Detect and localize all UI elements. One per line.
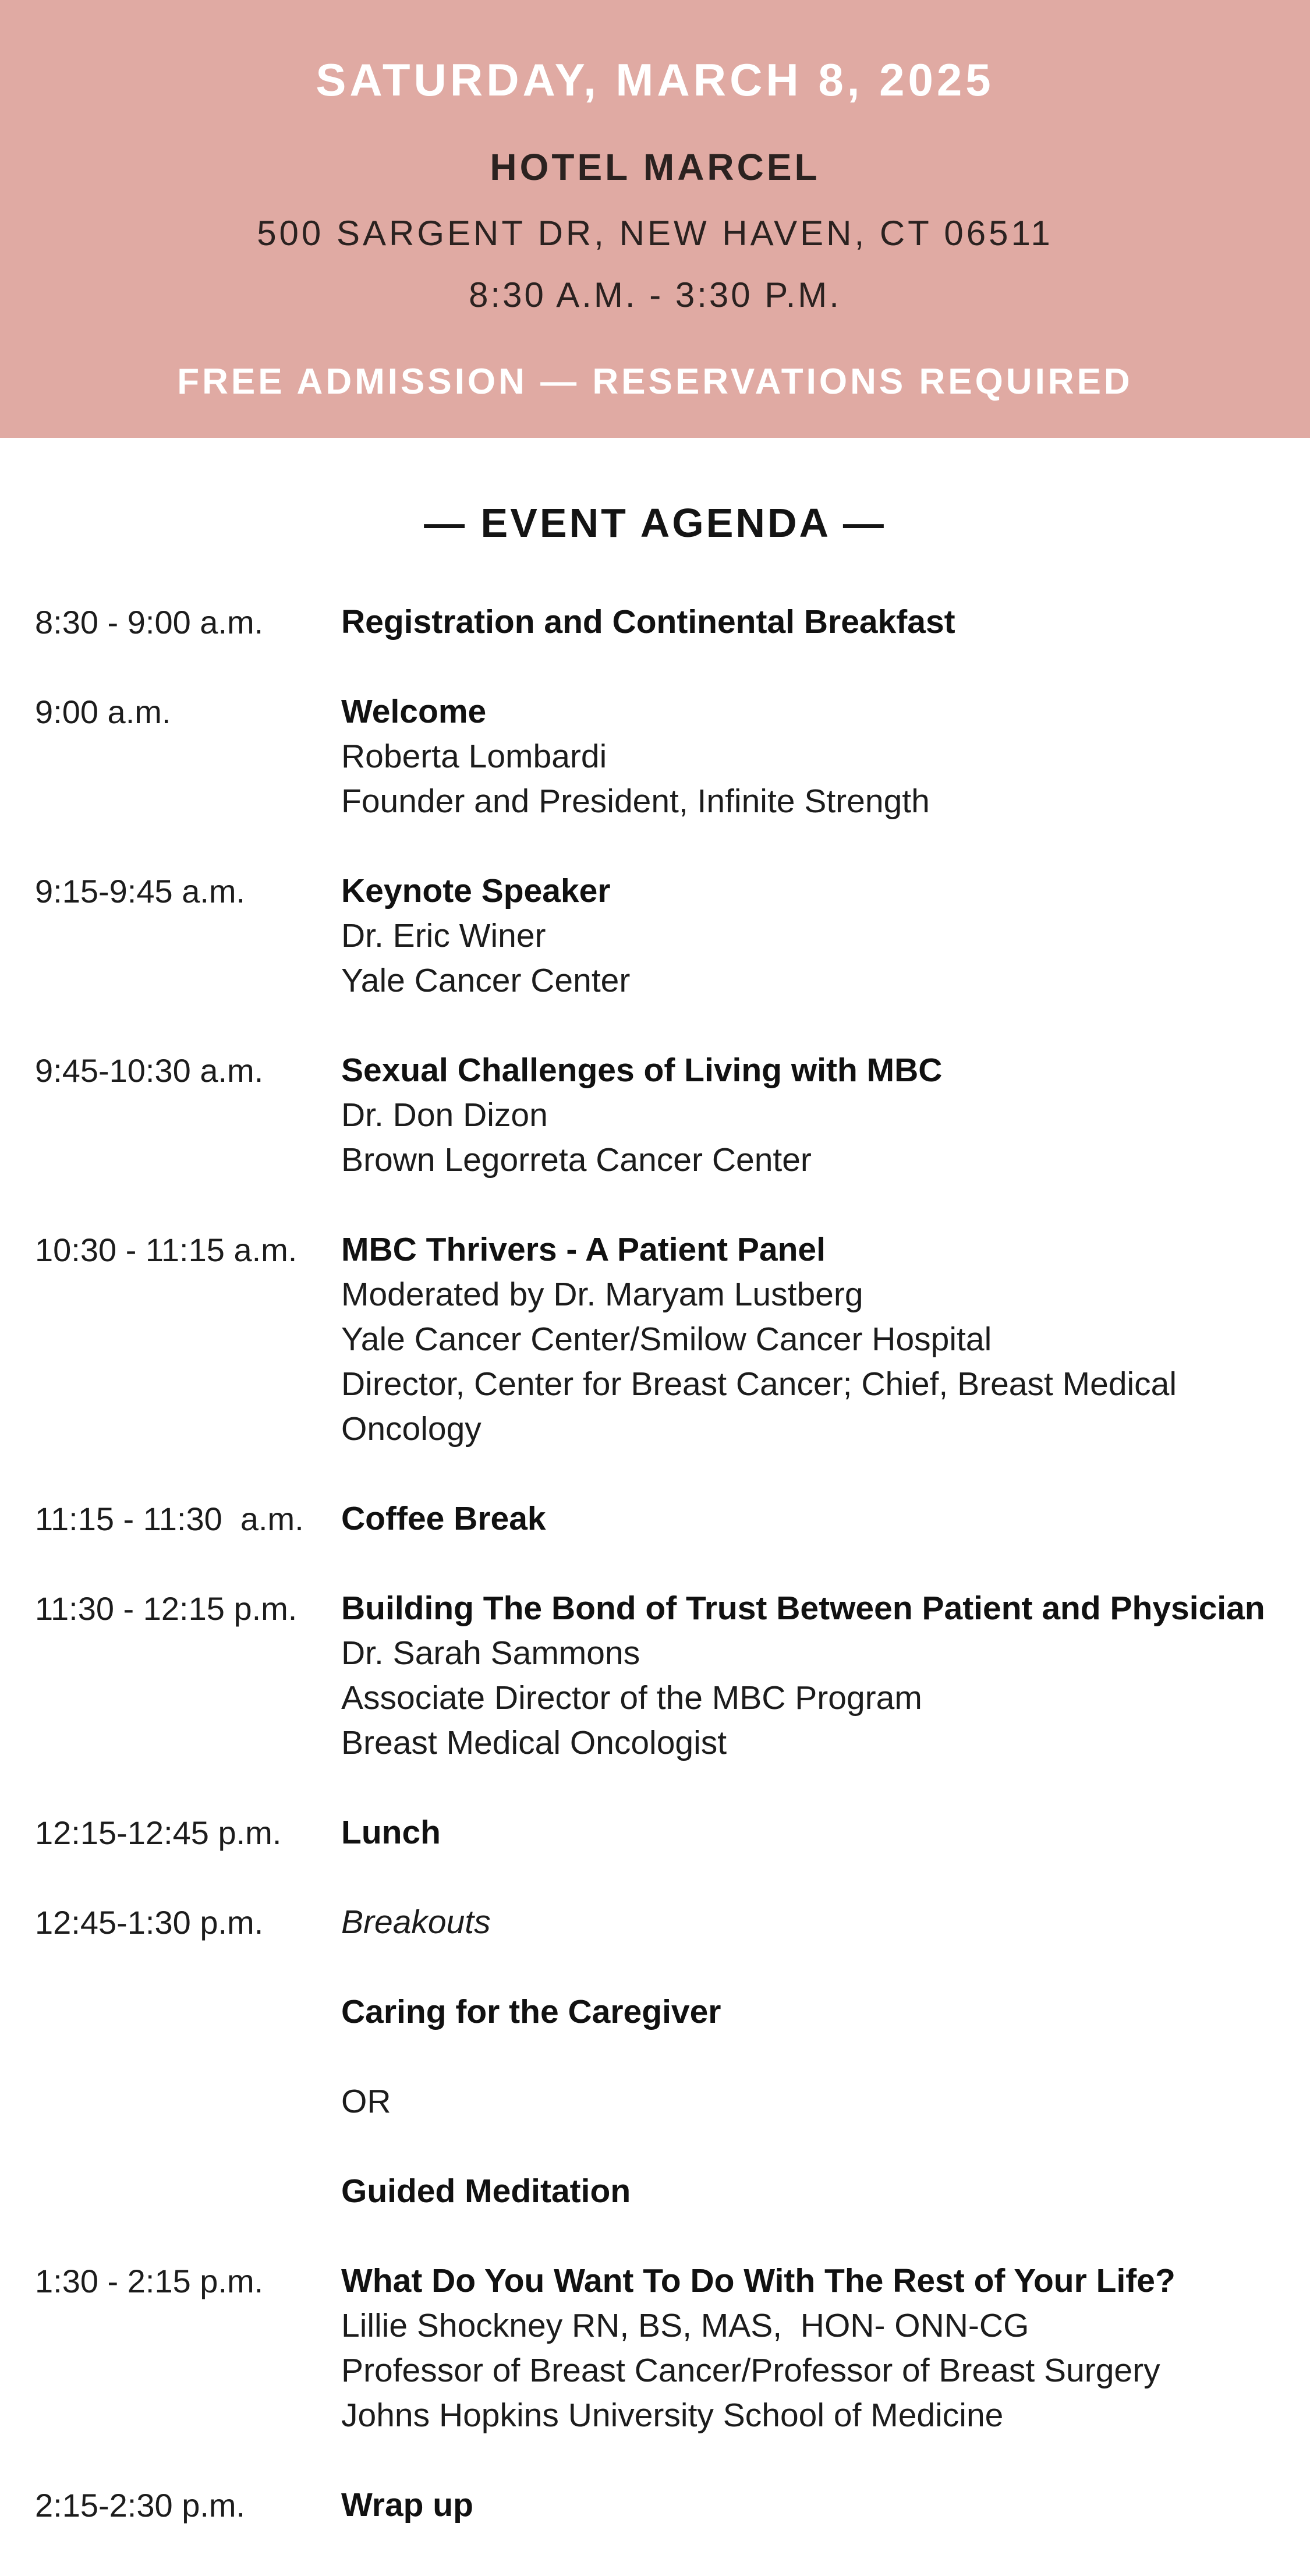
session-title: MBC Thrivers - A Patient Panel — [341, 1231, 826, 1268]
speaker-affiliation: Johns Hopkins University School of Medicine — [341, 2397, 1004, 2434]
session-title: Wrap up — [341, 2486, 473, 2524]
agenda-item — [0, 1810, 1310, 1855]
speaker-name: Dr. Eric Winer — [341, 917, 546, 954]
event-date: SATURDAY, MARCH 8, 2025 — [316, 54, 994, 105]
agenda-item — [0, 2259, 1310, 2438]
session-title: Lunch — [341, 1814, 441, 1851]
event-address: 500 SARGENT DR, NEW HAVEN, CT 06511 — [257, 214, 1053, 253]
agenda-item — [0, 869, 1310, 1003]
session-title: Welcome — [341, 693, 487, 730]
agenda-item — [0, 600, 1310, 645]
agenda-time: 1:30 - 2:15 p.m. — [35, 2263, 264, 2299]
speaker-role-continued: Oncology — [341, 1410, 481, 1448]
agenda-item — [0, 1900, 1310, 2214]
agenda-item — [0, 1048, 1310, 1183]
agenda-list — [0, 600, 1310, 2573]
agenda-time: 9:45-10:30 a.m. — [35, 1052, 264, 1089]
speaker-affiliation: Yale Cancer Center/Smilow Cancer Hospital — [341, 1321, 992, 1358]
speaker-name: Lillie Shockney RN, BS, MAS, HON- ONN-CG — [341, 2307, 1029, 2344]
agenda-item — [0, 689, 1310, 824]
speaker-name: Roberta Lombardi — [341, 738, 607, 775]
speaker-name: Dr. Sarah Sammons — [341, 1634, 640, 1672]
agenda-heading: — EVENT AGENDA — — [424, 500, 886, 546]
agenda-time: 12:15-12:45 p.m. — [35, 1814, 282, 1851]
breakouts-label: Breakouts — [341, 1903, 491, 1941]
speaker-affiliation: Brown Legorreta Cancer Center — [341, 1141, 812, 1179]
agenda-time: 12:45-1:30 p.m. — [35, 1904, 264, 1941]
speaker-role-secondary: Breast Medical Oncologist — [341, 1724, 727, 1761]
event-hours: 8:30 A.M. - 3:30 P.M. — [469, 275, 841, 314]
agenda-item — [0, 1227, 1310, 1452]
agenda-time: 9:00 a.m. — [35, 693, 171, 730]
session-title: Building The Bond of Trust Between Patient and Physician — [341, 1590, 1265, 1627]
event-venue: HOTEL MARCEL — [490, 146, 820, 188]
speaker-role: Associate Director of the MBC Program — [341, 1679, 922, 1717]
breakout-option-caregiver: Caring for the Caregiver — [341, 1993, 721, 2030]
agenda-item — [0, 1496, 1310, 1541]
agenda-time: 2:15-2:30 p.m. — [35, 2487, 246, 2524]
breakout-option-meditation: Guided Meditation — [341, 2172, 631, 2210]
agenda-time: 11:15 - 11:30 a.m. — [35, 1501, 304, 1537]
agenda-time: 11:30 - 12:15 p.m. — [35, 1590, 298, 1627]
session-title: Registration and Continental Breakfast — [341, 603, 955, 641]
session-title: Coffee Break — [341, 1500, 546, 1537]
event-banner — [0, 0, 1310, 438]
admission-notice: FREE ADMISSION — RESERVATIONS REQUIRED — [177, 362, 1133, 402]
session-title: Sexual Challenges of Living with MBC — [341, 1052, 943, 1089]
speaker-role: Director, Center for Breast Cancer; Chief, Breast Medical — [341, 1365, 1177, 1403]
agenda-time: 10:30 - 11:15 a.m. — [35, 1232, 298, 1268]
session-title: What Do You Want To Do With The Rest of Your Life? — [341, 2262, 1176, 2299]
speaker-affiliation: Founder and President, Infinite Strength — [341, 783, 930, 820]
agenda-time: 9:15-9:45 a.m. — [35, 873, 246, 910]
speaker-role: Professor of Breast Cancer/Professor of Breast Surgery — [341, 2352, 1160, 2389]
speaker-affiliation: Yale Cancer Center — [341, 962, 631, 999]
session-title: Keynote Speaker — [341, 872, 611, 910]
speaker-name: Moderated by Dr. Maryam Lustberg — [341, 1276, 863, 1313]
speaker-name: Dr. Don Dizon — [341, 1096, 548, 1134]
agenda-time: 8:30 - 9:00 a.m. — [35, 604, 264, 641]
agenda-item — [0, 2483, 1310, 2528]
agenda-item — [0, 1586, 1310, 1765]
breakout-or-label: OR — [341, 2083, 391, 2120]
